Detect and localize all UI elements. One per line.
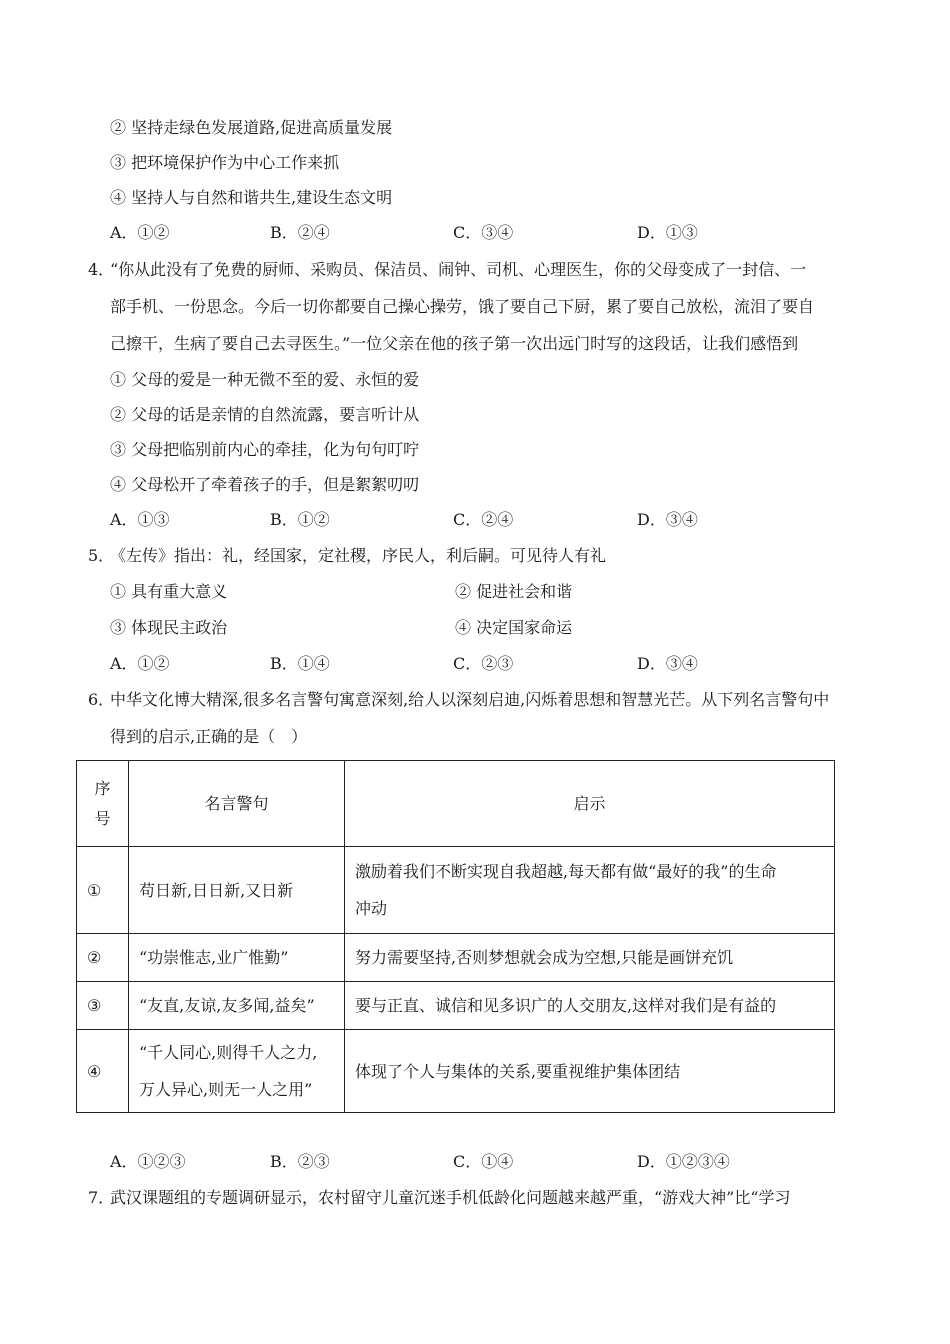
header-tip: 启示 [345, 761, 835, 847]
q7-number: 7． [88, 1188, 115, 1207]
row-quote: 苟日新,日日新,又日新 [129, 847, 345, 934]
table-row [77, 847, 835, 934]
q5-option-a: A．①② [110, 654, 170, 673]
row-quote [129, 1030, 345, 1113]
q3-item-4: ④ 坚持人与自然和谐共生,建设生态文明 [110, 188, 393, 207]
table-row [77, 1030, 835, 1113]
q5-option-c: C．②③ [453, 654, 514, 673]
row-index: ② [77, 934, 129, 982]
q5-option-d: D．③④ [637, 654, 698, 673]
q4-text-line-2: 部手机、一份思念。今后一切你都要自己操心操劳，饿了要自己下厨，累了要自己放松，流泪了要自 [110, 297, 815, 316]
q3-option-d: D．①③ [637, 223, 698, 242]
q4-item-2: ② 父母的话是亲情的自然流露，要言听计从 [110, 405, 420, 424]
row-index: ① [77, 847, 129, 934]
quotes-table [76, 760, 835, 1113]
q3-item-2: ② 坚持走绿色发展道路,促进高质量发展 [110, 118, 393, 137]
row-tip: 要与正直、诚信和见多识广的人交朋友,这样对我们是有益的 [345, 982, 835, 1030]
q6-option-b: B．②③ [270, 1152, 330, 1171]
header-index [77, 761, 129, 847]
header-index-line-2: 号 [94, 808, 111, 828]
q5-item-1: ① 具有重大意义 [110, 582, 228, 601]
q3-item-3: ③ 把环境保护作为中心工作来抓 [110, 153, 340, 172]
q4-item-4: ④ 父母松开了牵着孩子的手，但是絮絮叨叨 [110, 475, 420, 494]
q7-text: 武汉课题组的专题调研显示，农村留守儿童沉迷手机低龄化问题越来越严重，“游戏大神”比“学习 [110, 1188, 791, 1207]
table-row [77, 982, 835, 1030]
q4-option-c: C．②④ [453, 510, 514, 529]
row-quote-line-1: “千人同心,则得千人之力, [139, 1043, 318, 1062]
q4-option-a: A．①③ [110, 510, 170, 529]
q6-text-line-2: 得到的启示,正确的是（ ） [110, 727, 308, 746]
row-tip-line-2: 冲动 [355, 899, 388, 918]
q4-option-b: B．①② [270, 510, 330, 529]
q3-option-c: C．③④ [453, 223, 514, 242]
q6-text-line-1: 中华文化博大精深,很多名言警句寓意深刻,给人以深刻启迪,闪烁着思想和智慧光芒。从下列名言警句中 [110, 690, 830, 709]
q5-item-4: ④ 决定国家命运 [455, 618, 573, 637]
q5-number: 5． [88, 546, 115, 565]
header-index-line-1: 序 [94, 778, 111, 798]
q5-item-2: ② 促进社会和谐 [455, 582, 573, 601]
q5-option-b: B．①④ [270, 654, 330, 673]
row-tip [345, 847, 835, 934]
table-header-row [77, 761, 835, 847]
table-row [77, 934, 835, 982]
q3-option-a: A．①② [110, 223, 170, 242]
row-quote: “友直,友谅,友多闻,益矣” [129, 982, 345, 1030]
q5-item-3: ③ 体现民主政治 [110, 618, 228, 637]
q4-number: 4． [88, 260, 115, 279]
row-tip: 努力需要坚持,否则梦想就会成为空想,只能是画饼充饥 [345, 934, 835, 982]
q6-option-a: A．①②③ [110, 1152, 186, 1171]
q6-option-d: D．①②③④ [637, 1152, 730, 1171]
q5-text: 《左传》指出：礼，经国家，定社稷，序民人，利后嗣。可见待人有礼 [110, 546, 607, 565]
q6-option-c: C．①④ [453, 1152, 514, 1171]
row-quote-line-2: 万人异心,则无一人之用” [139, 1080, 313, 1099]
row-tip-line-1: 激励着我们不断实现自我超越,每天都有做“最好的我”的生命 [355, 862, 777, 881]
q6-number: 6． [88, 690, 115, 709]
row-index: ④ [77, 1030, 129, 1113]
q4-item-3: ③ 父母把临别前内心的牵挂，化为句句叮咛 [110, 440, 420, 459]
header-quote: 名言警句 [129, 761, 345, 847]
q4-option-d: D．③④ [637, 510, 698, 529]
q4-text-line-3: 己擦干，生病了要自己去寻医生。”一位父亲在他的孩子第一次出远门时写的这段话，让我们感悟到 [110, 334, 799, 353]
q3-option-b: B．②④ [270, 223, 330, 242]
q4-item-1: ① 父母的爱是一种无微不至的爱、永恒的爱 [110, 370, 420, 389]
row-tip: 体现了个人与集体的关系,要重视维护集体团结 [345, 1030, 835, 1113]
row-index: ③ [77, 982, 129, 1030]
q4-text-line-1: “你从此没有了免费的厨师、采购员、保洁员、闹钟、司机、心理医生，你的父母变成了一封信、一 [110, 260, 807, 279]
row-quote: “功崇惟志,业广惟勤” [129, 934, 345, 982]
